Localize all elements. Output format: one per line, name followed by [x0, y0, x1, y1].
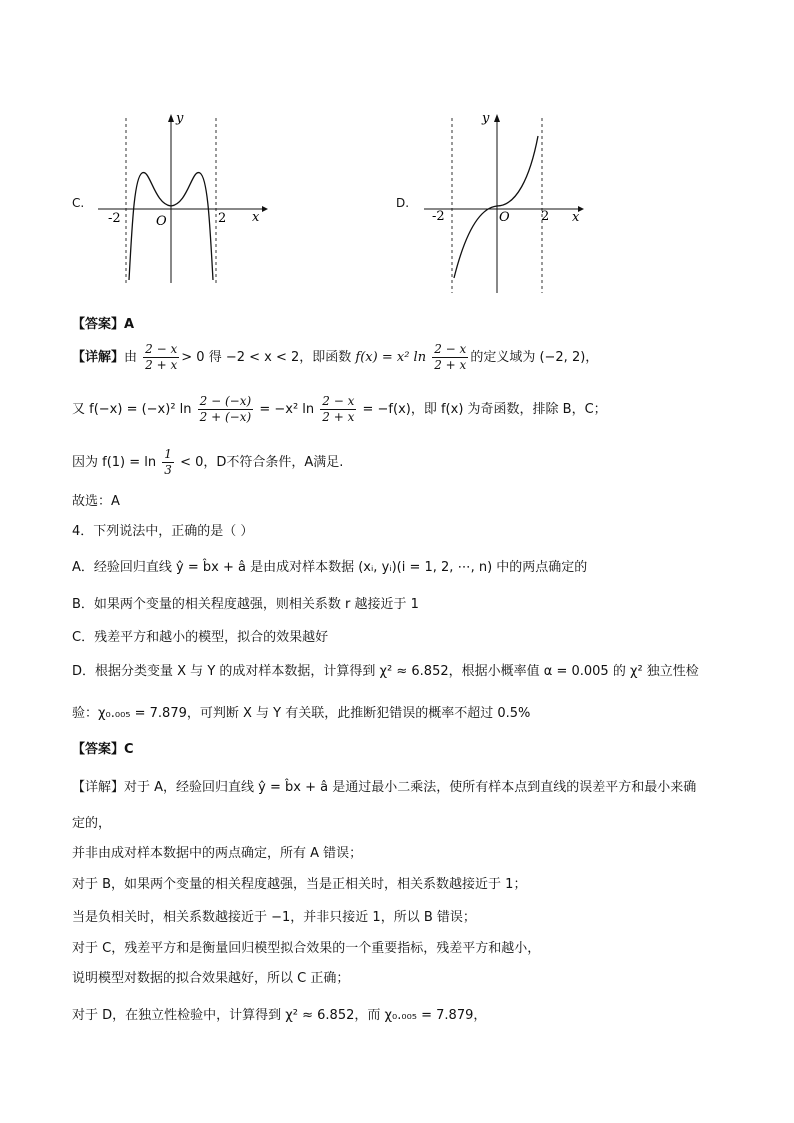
q3-detail-line1: [72, 342, 598, 373]
q4-explain-6: 对于 C，残差平方和是衡量回归模型拟合效果的一个重要指标，残差平方和越小，: [72, 941, 541, 956]
detail-label: 【详解】: [72, 350, 125, 365]
q4-explain-4: 对于 B，如果两个变量的相关程度越强，当是正相关时，相关系数越接近于 1；: [72, 877, 527, 892]
x-axis-label: x: [572, 210, 580, 225]
y-axis-arrow: [168, 114, 174, 122]
y-axis-arrow: [494, 114, 500, 122]
q3-l3-b: < 0，D不符合条件，A满足.: [180, 455, 344, 470]
q3-l2-b: = −x² ln: [259, 402, 315, 417]
q4-explain-1: 【详解】对于 A，经验回归直线 ŷ = b̂x + â 是通过最小二乘法，使所有样本点到直线的误差平方和最小来确: [72, 780, 697, 795]
q3-l1-b: > 0 得 −2 < x < 2，即函数: [181, 350, 352, 365]
fraction: [432, 342, 468, 373]
curve-d: [454, 136, 538, 278]
origin-label: O: [156, 214, 167, 229]
q4-explain-7: 说明模型对数据的拟合效果越好，所以 C 正确；: [72, 971, 350, 986]
origin-label: O: [499, 210, 510, 225]
option-d-label: D.: [396, 196, 410, 210]
option-c-label: C.: [72, 196, 85, 210]
fraction-numerator: 2 − x: [434, 342, 467, 356]
q3-l1-c: f(x) = x² ln: [355, 350, 427, 365]
fraction-denominator: 2 + x: [145, 358, 178, 372]
fraction-denominator: 2 + x: [322, 410, 355, 424]
fraction-denominator: 3: [164, 463, 172, 477]
fraction: [143, 342, 179, 373]
fraction-numerator: 2 − x: [322, 394, 355, 408]
q4-option-a: A．经验回归直线 ŷ = b̂x + â 是由成对样本数据 (xᵢ, yᵢ)(i = 1, 2, ⋯, n) 中的两点确定的: [72, 560, 588, 575]
q4-option-d-line2: 验：χ₀.₀₀₅ = 7.879，可判断 X 与 Y 有关联，此推断犯错误的概率不超过 0.5%: [72, 706, 531, 721]
x-axis-label: x: [252, 210, 260, 225]
neg-two-label: -2: [432, 209, 445, 224]
q4-explain-8: 对于 D，在独立性检验中，计算得到 χ² ≈ 6.852，而 χ₀.₀₀₅ = 7.879，: [72, 1008, 487, 1023]
q4-option-d-line1: D．根据分类变量 X 与 Y 的成对样本数据，计算得到 χ² ≈ 6.852，根据小概率值 α = 0.005 的 χ² 独立性检: [72, 664, 699, 679]
q4-explain-5: 当是负相关时，相关系数越接近于 −1，并非只接近 1，所以 B 错误；: [72, 910, 476, 925]
fraction: [162, 447, 174, 478]
q3-select: 故选：A: [72, 494, 120, 509]
fraction-denominator: 2 + x: [434, 358, 467, 372]
y-axis-label: y: [482, 111, 490, 126]
q4-answer: 【答案】C: [72, 742, 134, 757]
x-axis-arrow: [262, 206, 268, 212]
fraction-numerator: 2 − (−x): [199, 394, 252, 408]
q4-option-b: B．如果两个变量的相关程度越强，则相关系数 r 越接近于 1: [72, 597, 419, 612]
q3-detail-line3: [72, 447, 343, 478]
q4-explain-2: 定的，: [72, 816, 112, 831]
pos-two-label: 2: [218, 211, 227, 226]
q3-answer: 【答案】A: [72, 317, 135, 332]
q3-detail-line2: [72, 394, 607, 425]
q3-l2-a: 又 f(−x) = (−x)² ln: [72, 402, 192, 417]
fraction-numerator: 2 − x: [145, 342, 178, 356]
graph-c: [94, 108, 274, 288]
q3-l3-a: 因为 f(1) = ln: [72, 455, 157, 470]
q4-option-c: C．残差平方和越小的模型，拟合的效果越好: [72, 630, 329, 645]
fraction-denominator: 2 + (−x): [199, 410, 252, 424]
q4-explain-3: 并非由成对样本数据中的两点确定，所有 A 错误；: [72, 846, 363, 861]
fraction: [320, 394, 356, 425]
q3-l1-d: 的定义域为 (−2, 2)，: [470, 350, 599, 365]
q4-stem: 4．下列说法中，正确的是（ ）: [72, 524, 254, 539]
q3-l1-a: 由: [124, 350, 138, 365]
fraction-numerator: 1: [164, 447, 172, 461]
y-axis-label: y: [176, 111, 184, 126]
q3-l2-c: = −f(x)，即 f(x) 为奇函数，排除 B，C；: [362, 402, 607, 417]
neg-two-label: -2: [108, 211, 121, 226]
pos-two-label: 2: [541, 209, 550, 224]
graph-d: [420, 108, 600, 298]
fraction: [198, 394, 254, 425]
